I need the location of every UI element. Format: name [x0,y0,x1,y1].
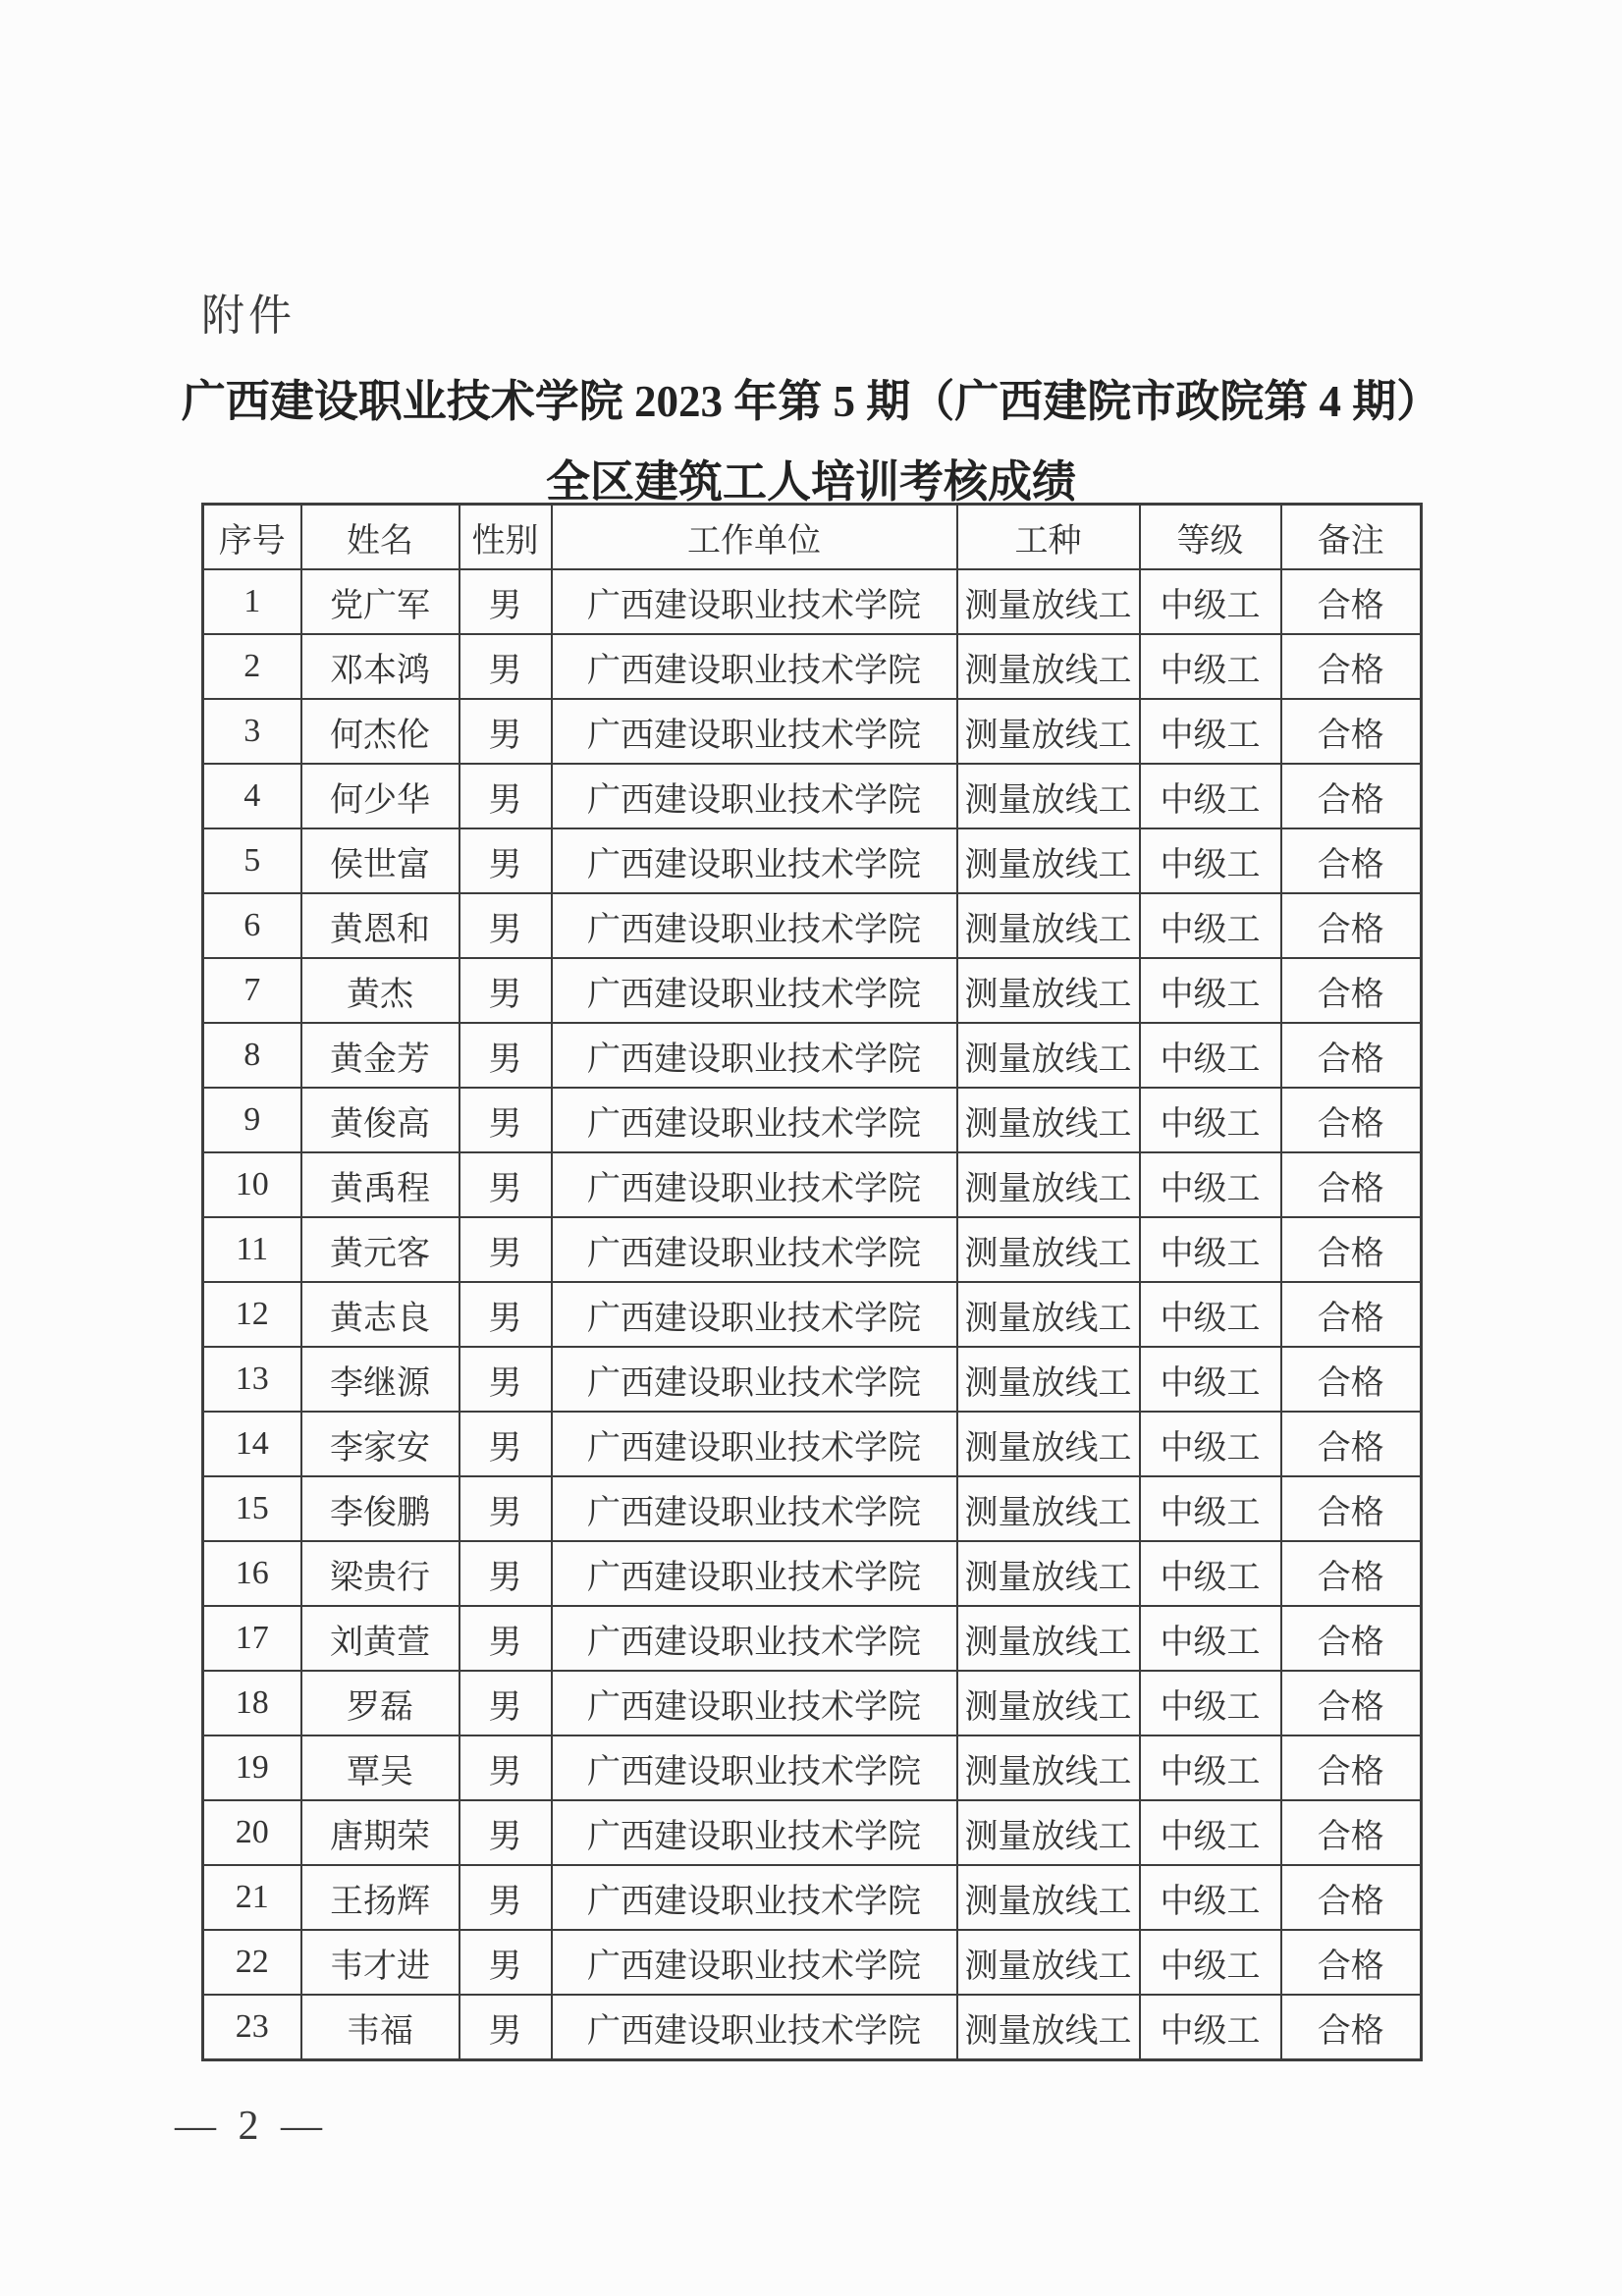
cell-no: 23 [203,1995,301,2060]
cell-no: 19 [203,1735,301,1800]
cell-work_unit: 广西建设职业技术学院 [552,1152,957,1217]
document-title [0,361,1622,522]
cell-trade: 测量放线工 [957,1800,1140,1865]
cell-name: 李继源 [301,1347,460,1412]
cell-work_unit: 广西建设职业技术学院 [552,1606,957,1671]
cell-level: 中级工 [1140,1023,1281,1088]
cell-trade: 测量放线工 [957,1152,1140,1217]
cell-level: 中级工 [1140,893,1281,958]
results-table-body [203,569,1422,2060]
cell-remark: 合格 [1281,1282,1422,1347]
cell-name: 韦才进 [301,1930,460,1995]
table-row [203,1347,1422,1412]
cell-level: 中级工 [1140,569,1281,634]
table-row [203,1282,1422,1347]
cell-level: 中级工 [1140,1088,1281,1152]
cell-no: 20 [203,1800,301,1865]
cell-trade: 测量放线工 [957,1088,1140,1152]
cell-work_unit: 广西建设职业技术学院 [552,1412,957,1476]
cell-remark: 合格 [1281,1541,1422,1606]
cell-trade: 测量放线工 [957,569,1140,634]
column-header-name: 姓名 [301,505,460,570]
cell-name: 李家安 [301,1412,460,1476]
cell-trade: 测量放线工 [957,1671,1140,1735]
cell-remark: 合格 [1281,1347,1422,1412]
cell-gender: 男 [460,1088,552,1152]
cell-name: 罗磊 [301,1671,460,1735]
cell-no: 4 [203,764,301,828]
cell-work_unit: 广西建设职业技术学院 [552,1865,957,1930]
cell-no: 9 [203,1088,301,1152]
cell-no: 1 [203,569,301,634]
table-row [203,1995,1422,2060]
cell-no: 16 [203,1541,301,1606]
cell-gender: 男 [460,1412,552,1476]
table-row [203,1088,1422,1152]
cell-gender: 男 [460,569,552,634]
cell-no: 11 [203,1217,301,1282]
cell-name: 李俊鹏 [301,1476,460,1541]
cell-work_unit: 广西建设职业技术学院 [552,893,957,958]
cell-no: 12 [203,1282,301,1347]
cell-name: 覃吴 [301,1735,460,1800]
document-title-line2: 全区建筑工人培训考核成绩 [545,457,1076,507]
table-row [203,1735,1422,1800]
table-row [203,1930,1422,1995]
cell-work_unit: 广西建设职业技术学院 [552,1023,957,1088]
cell-trade: 测量放线工 [957,1412,1140,1476]
column-header-no: 序号 [203,505,301,570]
cell-remark: 合格 [1281,828,1422,893]
cell-level: 中级工 [1140,1735,1281,1800]
cell-gender: 男 [460,958,552,1023]
table-row [203,828,1422,893]
cell-no: 2 [203,634,301,699]
cell-no: 15 [203,1476,301,1541]
cell-name: 黄杰 [301,958,460,1023]
cell-level: 中级工 [1140,1282,1281,1347]
table-row [203,634,1422,699]
column-header-gender: 性别 [460,505,552,570]
cell-work_unit: 广西建设职业技术学院 [552,1541,957,1606]
cell-work_unit: 广西建设职业技术学院 [552,1995,957,2060]
cell-gender: 男 [460,1995,552,2060]
cell-work_unit: 广西建设职业技术学院 [552,1347,957,1412]
cell-level: 中级工 [1140,1930,1281,1995]
cell-no: 6 [203,893,301,958]
cell-remark: 合格 [1281,1476,1422,1541]
cell-work_unit: 广西建设职业技术学院 [552,1930,957,1995]
table-row [203,958,1422,1023]
cell-trade: 测量放线工 [957,1023,1140,1088]
cell-name: 党广军 [301,569,460,634]
cell-gender: 男 [460,1800,552,1865]
table-row [203,1023,1422,1088]
cell-remark: 合格 [1281,1152,1422,1217]
cell-no: 21 [203,1865,301,1930]
cell-remark: 合格 [1281,1023,1422,1088]
cell-trade: 测量放线工 [957,764,1140,828]
cell-trade: 测量放线工 [957,1217,1140,1282]
cell-gender: 男 [460,1671,552,1735]
table-row [203,1800,1422,1865]
cell-work_unit: 广西建设职业技术学院 [552,1217,957,1282]
cell-level: 中级工 [1140,1671,1281,1735]
cell-gender: 男 [460,1217,552,1282]
column-header-trade: 工种 [957,505,1140,570]
cell-work_unit: 广西建设职业技术学院 [552,699,957,764]
column-header-level: 等级 [1140,505,1281,570]
cell-gender: 男 [460,764,552,828]
cell-trade: 测量放线工 [957,958,1140,1023]
cell-trade: 测量放线工 [957,828,1140,893]
cell-remark: 合格 [1281,1671,1422,1735]
cell-work_unit: 广西建设职业技术学院 [552,569,957,634]
table-row [203,764,1422,828]
cell-name: 黄金芳 [301,1023,460,1088]
cell-work_unit: 广西建设职业技术学院 [552,1800,957,1865]
cell-work_unit: 广西建设职业技术学院 [552,1088,957,1152]
cell-trade: 测量放线工 [957,1476,1140,1541]
page-number: — 2 — [175,2104,328,2149]
table-row [203,1671,1422,1735]
table-row [203,699,1422,764]
results-table [201,503,1423,2061]
cell-work_unit: 广西建设职业技术学院 [552,634,957,699]
cell-name: 刘黄萱 [301,1606,460,1671]
cell-no: 10 [203,1152,301,1217]
cell-gender: 男 [460,1930,552,1995]
cell-remark: 合格 [1281,569,1422,634]
attachment-label: 附件 [201,292,296,340]
cell-remark: 合格 [1281,1735,1422,1800]
cell-level: 中级工 [1140,1865,1281,1930]
cell-level: 中级工 [1140,1217,1281,1282]
cell-trade: 测量放线工 [957,634,1140,699]
cell-level: 中级工 [1140,764,1281,828]
cell-trade: 测量放线工 [957,1865,1140,1930]
cell-level: 中级工 [1140,1606,1281,1671]
cell-trade: 测量放线工 [957,1995,1140,2060]
cell-name: 何杰伦 [301,699,460,764]
table-row [203,893,1422,958]
cell-no: 13 [203,1347,301,1412]
cell-gender: 男 [460,1282,552,1347]
cell-name: 邓本鸿 [301,634,460,699]
cell-remark: 合格 [1281,958,1422,1023]
cell-level: 中级工 [1140,1995,1281,2060]
cell-name: 唐期荣 [301,1800,460,1865]
cell-trade: 测量放线工 [957,893,1140,958]
cell-gender: 男 [460,1152,552,1217]
cell-trade: 测量放线工 [957,1347,1140,1412]
cell-name: 黄恩和 [301,893,460,958]
cell-level: 中级工 [1140,1347,1281,1412]
column-header-remark: 备注 [1281,505,1422,570]
cell-work_unit: 广西建设职业技术学院 [552,1476,957,1541]
cell-trade: 测量放线工 [957,1735,1140,1800]
cell-work_unit: 广西建设职业技术学院 [552,1671,957,1735]
cell-level: 中级工 [1140,1152,1281,1217]
cell-gender: 男 [460,1347,552,1412]
cell-remark: 合格 [1281,764,1422,828]
document-title-line1: 广西建设职业技术学院 2023 年第 5 期（广西建院市政院第 4 期） [181,377,1441,426]
cell-no: 3 [203,699,301,764]
cell-name: 王扬辉 [301,1865,460,1930]
cell-gender: 男 [460,1865,552,1930]
cell-name: 黄俊高 [301,1088,460,1152]
cell-no: 7 [203,958,301,1023]
cell-level: 中级工 [1140,1476,1281,1541]
cell-trade: 测量放线工 [957,1541,1140,1606]
table-row [203,1217,1422,1282]
cell-level: 中级工 [1140,1800,1281,1865]
cell-remark: 合格 [1281,1930,1422,1995]
cell-name: 黄志良 [301,1282,460,1347]
cell-name: 何少华 [301,764,460,828]
cell-remark: 合格 [1281,1606,1422,1671]
cell-remark: 合格 [1281,1412,1422,1476]
cell-remark: 合格 [1281,893,1422,958]
cell-remark: 合格 [1281,1800,1422,1865]
cell-no: 22 [203,1930,301,1995]
cell-no: 14 [203,1412,301,1476]
cell-level: 中级工 [1140,958,1281,1023]
cell-work_unit: 广西建设职业技术学院 [552,828,957,893]
cell-name: 侯世富 [301,828,460,893]
cell-gender: 男 [460,1023,552,1088]
cell-remark: 合格 [1281,634,1422,699]
cell-level: 中级工 [1140,634,1281,699]
cell-remark: 合格 [1281,1088,1422,1152]
table-header-row [203,505,1422,570]
table-row [203,569,1422,634]
cell-no: 17 [203,1606,301,1671]
cell-no: 5 [203,828,301,893]
cell-gender: 男 [460,1606,552,1671]
cell-level: 中级工 [1140,1541,1281,1606]
cell-trade: 测量放线工 [957,1606,1140,1671]
table-row [203,1606,1422,1671]
cell-remark: 合格 [1281,699,1422,764]
cell-level: 中级工 [1140,699,1281,764]
cell-name: 韦福 [301,1995,460,2060]
cell-gender: 男 [460,699,552,764]
cell-gender: 男 [460,634,552,699]
cell-trade: 测量放线工 [957,1930,1140,1995]
cell-name: 梁贵行 [301,1541,460,1606]
table-row [203,1476,1422,1541]
cell-level: 中级工 [1140,828,1281,893]
cell-gender: 男 [460,1541,552,1606]
cell-work_unit: 广西建设职业技术学院 [552,1282,957,1347]
cell-no: 18 [203,1671,301,1735]
table-row [203,1412,1422,1476]
table-row [203,1865,1422,1930]
cell-name: 黄元客 [301,1217,460,1282]
cell-work_unit: 广西建设职业技术学院 [552,764,957,828]
cell-remark: 合格 [1281,1217,1422,1282]
column-header-work-unit: 工作单位 [552,505,957,570]
table-row [203,1541,1422,1606]
cell-gender: 男 [460,893,552,958]
cell-remark: 合格 [1281,1995,1422,2060]
table-row [203,1152,1422,1217]
cell-remark: 合格 [1281,1865,1422,1930]
cell-gender: 男 [460,828,552,893]
cell-name: 黄禹程 [301,1152,460,1217]
cell-trade: 测量放线工 [957,699,1140,764]
cell-level: 中级工 [1140,1412,1281,1476]
cell-work_unit: 广西建设职业技术学院 [552,1735,957,1800]
cell-gender: 男 [460,1476,552,1541]
cell-no: 8 [203,1023,301,1088]
cell-work_unit: 广西建设职业技术学院 [552,958,957,1023]
cell-gender: 男 [460,1735,552,1800]
cell-trade: 测量放线工 [957,1282,1140,1347]
